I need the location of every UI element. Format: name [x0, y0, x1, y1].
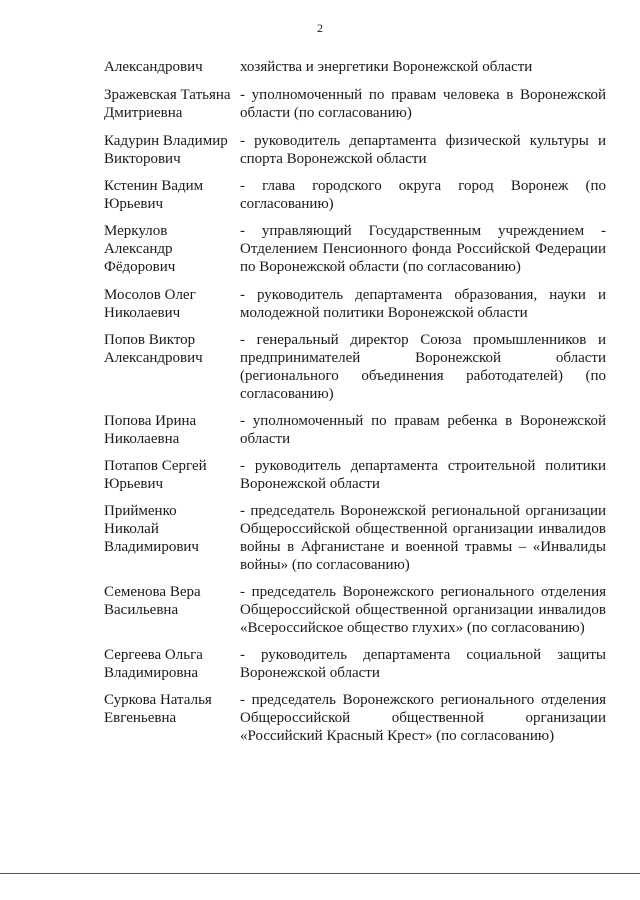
member-role: - уполномоченный по правам ребенка в Воронежской области [240, 413, 606, 447]
member-role: - руководитель департамента строительной политики Воронежской области [240, 458, 606, 492]
member-role: - руководитель департамента социальной защиты Воронежской области [240, 647, 606, 681]
member-name: Кстенин Вадим Юрьевич [104, 178, 204, 212]
member-name: Сергеева Ольга Владимировна [104, 647, 203, 681]
member-name: Суркова Наталья Евгеньевна [104, 692, 212, 726]
member-name: Меркулов Александр Фёдорович [104, 223, 176, 275]
member-role: - руководитель департамента образования, науки и молодежной политики Воронежской области [240, 287, 606, 321]
member-role: - генеральный директор Союза промышленников и предпринимателей Воронежской области (регионального объединения работодателей) (по согласованию) [240, 332, 606, 402]
page-bottom-rule [0, 873, 640, 874]
member-role: - уполномоченный по правам человека в Воронежской области (по согласованию) [240, 87, 606, 121]
member-role: - председатель Воронежского регионального отделения Общероссийской общественной организации «Российский Красный Крест» (по согласованию) [240, 692, 606, 744]
member-role: - глава городского округа город Воронеж (по согласованию) [240, 178, 606, 212]
member-name: Кадурин Владимир Викторович [104, 133, 228, 167]
member-name: Зражевская Татьяна Дмитриевна [104, 87, 231, 121]
member-name: Потапов Сергей Юрьевич [104, 458, 207, 492]
member-role: - управляющий Государственным учреждением - Отделением Пенсионного фонда Российской Федерации по Воронежской области (по согласованию) [240, 223, 606, 275]
member-name: Прийменко Николай Владимирович [104, 503, 199, 555]
member-role: - председатель Воронежской региональной организации Общероссийской общественной организации инвалидов войны в Афганистане и военной травмы – «Инвалиды войны» (по согласованию) [240, 503, 606, 573]
member-name: Александрович [104, 59, 203, 75]
member-name: Попов Виктор Александрович [104, 332, 203, 366]
member-role: хозяйства и энергетики Воронежской области [240, 59, 533, 75]
member-role: - руководитель департамента физической культуры и спорта Воронежской области [240, 133, 606, 167]
member-name: Мосолов Олег Николаевич [104, 287, 196, 321]
page-number: 2 [317, 21, 323, 35]
member-role: - председатель Воронежского регионального отделения Общероссийской общественной организации инвалидов «Всероссийское общество глухих» (по согласованию) [240, 584, 606, 636]
member-name: Семенова Вера Васильевна [104, 584, 201, 618]
member-name: Попова Ирина Николаевна [104, 413, 197, 447]
